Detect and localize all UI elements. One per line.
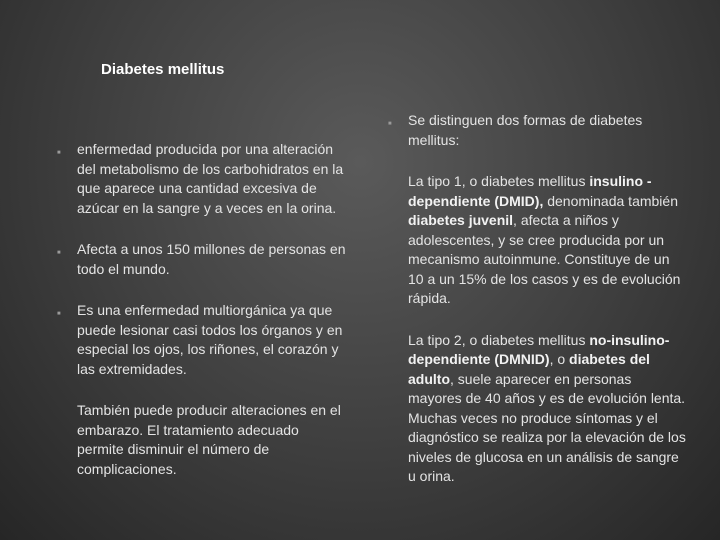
intro-item: [388, 111, 688, 150]
slide-title: Diabetes mellitus: [101, 61, 225, 78]
list-item: [57, 240, 347, 279]
tipo1-text-d: , afecta a niños y adolescentes, y se cree producida por un mecanismo autoinmune. Constituye de un 10 a un 15% de los casos y es de evolución rápida.: [408, 212, 681, 306]
bullet-icon: ■: [388, 121, 392, 127]
tipo2-text-d: , suele aparecer en personas mayores de 40 años y es de evolución lenta. Muchas veces no produce síntomas y el diagnóstico se realiza por la elevación de los niveles de glucosa en un análisis de sangre u orina.: [408, 370, 686, 484]
tipo1-text-c: denominada también: [543, 192, 678, 209]
tipo2-bold-1: no-insulino-dependiente (DMNID): [408, 331, 670, 367]
tipo1-bold-1: insulino -dependiente (DMID),: [408, 173, 652, 209]
bullet-icon: ■: [57, 150, 61, 156]
tipo2-paragraph: [388, 331, 688, 487]
tipo1-paragraph: [388, 172, 688, 309]
bullet-icon: ■: [57, 311, 61, 317]
list-item-text: enfermedad producida por una alteración del metabolismo de los carbohidratos en la que aparece una cantidad excesiva de azúcar en la sangre y a veces en la orina.: [77, 141, 344, 216]
list-item-text: Afecta a unos 150 millones de personas en todo el mundo.: [77, 241, 346, 277]
list-item-text: También puede producir alteraciones en el embarazo. El tratamiento adecuado permite disminuir el número de complicaciones.: [77, 402, 341, 477]
list-item: [57, 140, 347, 218]
list-item: [57, 401, 347, 479]
tipo1-bold-2: diabetes juvenil: [408, 212, 514, 228]
tipo2-bold-2: diabetes del adulto: [408, 351, 650, 387]
tipo2-text-a: La tipo 2, o diabetes mellitus: [408, 331, 590, 348]
bullet-icon: ■: [57, 250, 61, 256]
left-column: [57, 140, 347, 501]
tipo1-text-a: La tipo 1, o diabetes mellitus: [408, 173, 590, 189]
right-column: [388, 111, 688, 509]
tipo2-text-c: , o: [549, 351, 570, 367]
list-item-text: Es una enfermedad multiorgánica ya que puede lesionar casi todos los órganos y en especial los ojos, los riñones, el corazón y las extremidades.: [77, 302, 343, 377]
intro-text: Se distinguen dos formas de diabetes mellitus:: [408, 112, 643, 148]
list-item: [57, 301, 347, 379]
